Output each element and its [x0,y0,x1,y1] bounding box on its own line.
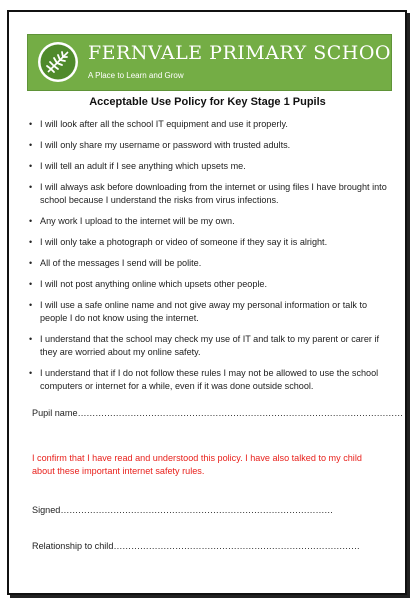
rule-item: • I will only take a photograph or video of someone if they say it is alright. [29,236,391,249]
rule-item: • I will only share my username or password with trusted adults. [29,139,391,152]
fern-leaf-icon [37,41,79,83]
rule-item: • I understand that if I do not follow these rules I may not be allowed to use the school computers or internet for a while, even if it was done outside school. [29,367,391,393]
relationship-line[interactable]: ………………………………………………………………………… [113,541,360,551]
school-tagline: A Place to Learn and Grow [88,71,184,80]
pupil-name-label: Pupil name [32,408,78,418]
relationship-field[interactable] [32,541,360,551]
rule-item: • I will always ask before downloading from the internet or using files I have brought into school because I understand the risks from virus infections. [29,181,391,207]
policy-title: Acceptable Use Policy for Key Stage 1 Pupils [89,96,326,108]
confirmation-statement: I confirm that I have read and understood this policy. I have also talked to my child about these important internet safety rules. [32,453,362,476]
signed-line[interactable]: ………………………………………………………………………………… [60,505,333,515]
pupil-name-line[interactable]: ………………………………………………………………………………………………… [77,408,403,418]
rule-item: • Any work I upload to the internet will be my own. [29,215,391,228]
pupil-name-field[interactable] [32,408,403,418]
rules-list [29,118,391,401]
school-banner [27,34,405,91]
rule-item: • I will use a safe online name and not give away my personal information or talk to people I do not know using the internet. [29,299,391,325]
rule-item: • I will tell an adult if I see anything which upsets me. [29,160,391,173]
signed-field[interactable] [32,505,333,515]
school-name: FERNVALE PRIMARY SCHOOL [88,42,405,64]
rule-item: • I will look after all the school IT equipment and use it properly. [29,118,391,131]
rule-item: • I will not post anything online which upsets other people. [29,278,391,291]
relationship-label: Relationship to child [32,541,114,551]
rule-item: • I understand that the school may check my use of IT and talk to my parent or carer if they are worried about my online safety. [29,333,391,359]
signed-label: Signed [32,505,61,515]
rule-item: • All of the messages I send will be polite. [29,257,391,270]
